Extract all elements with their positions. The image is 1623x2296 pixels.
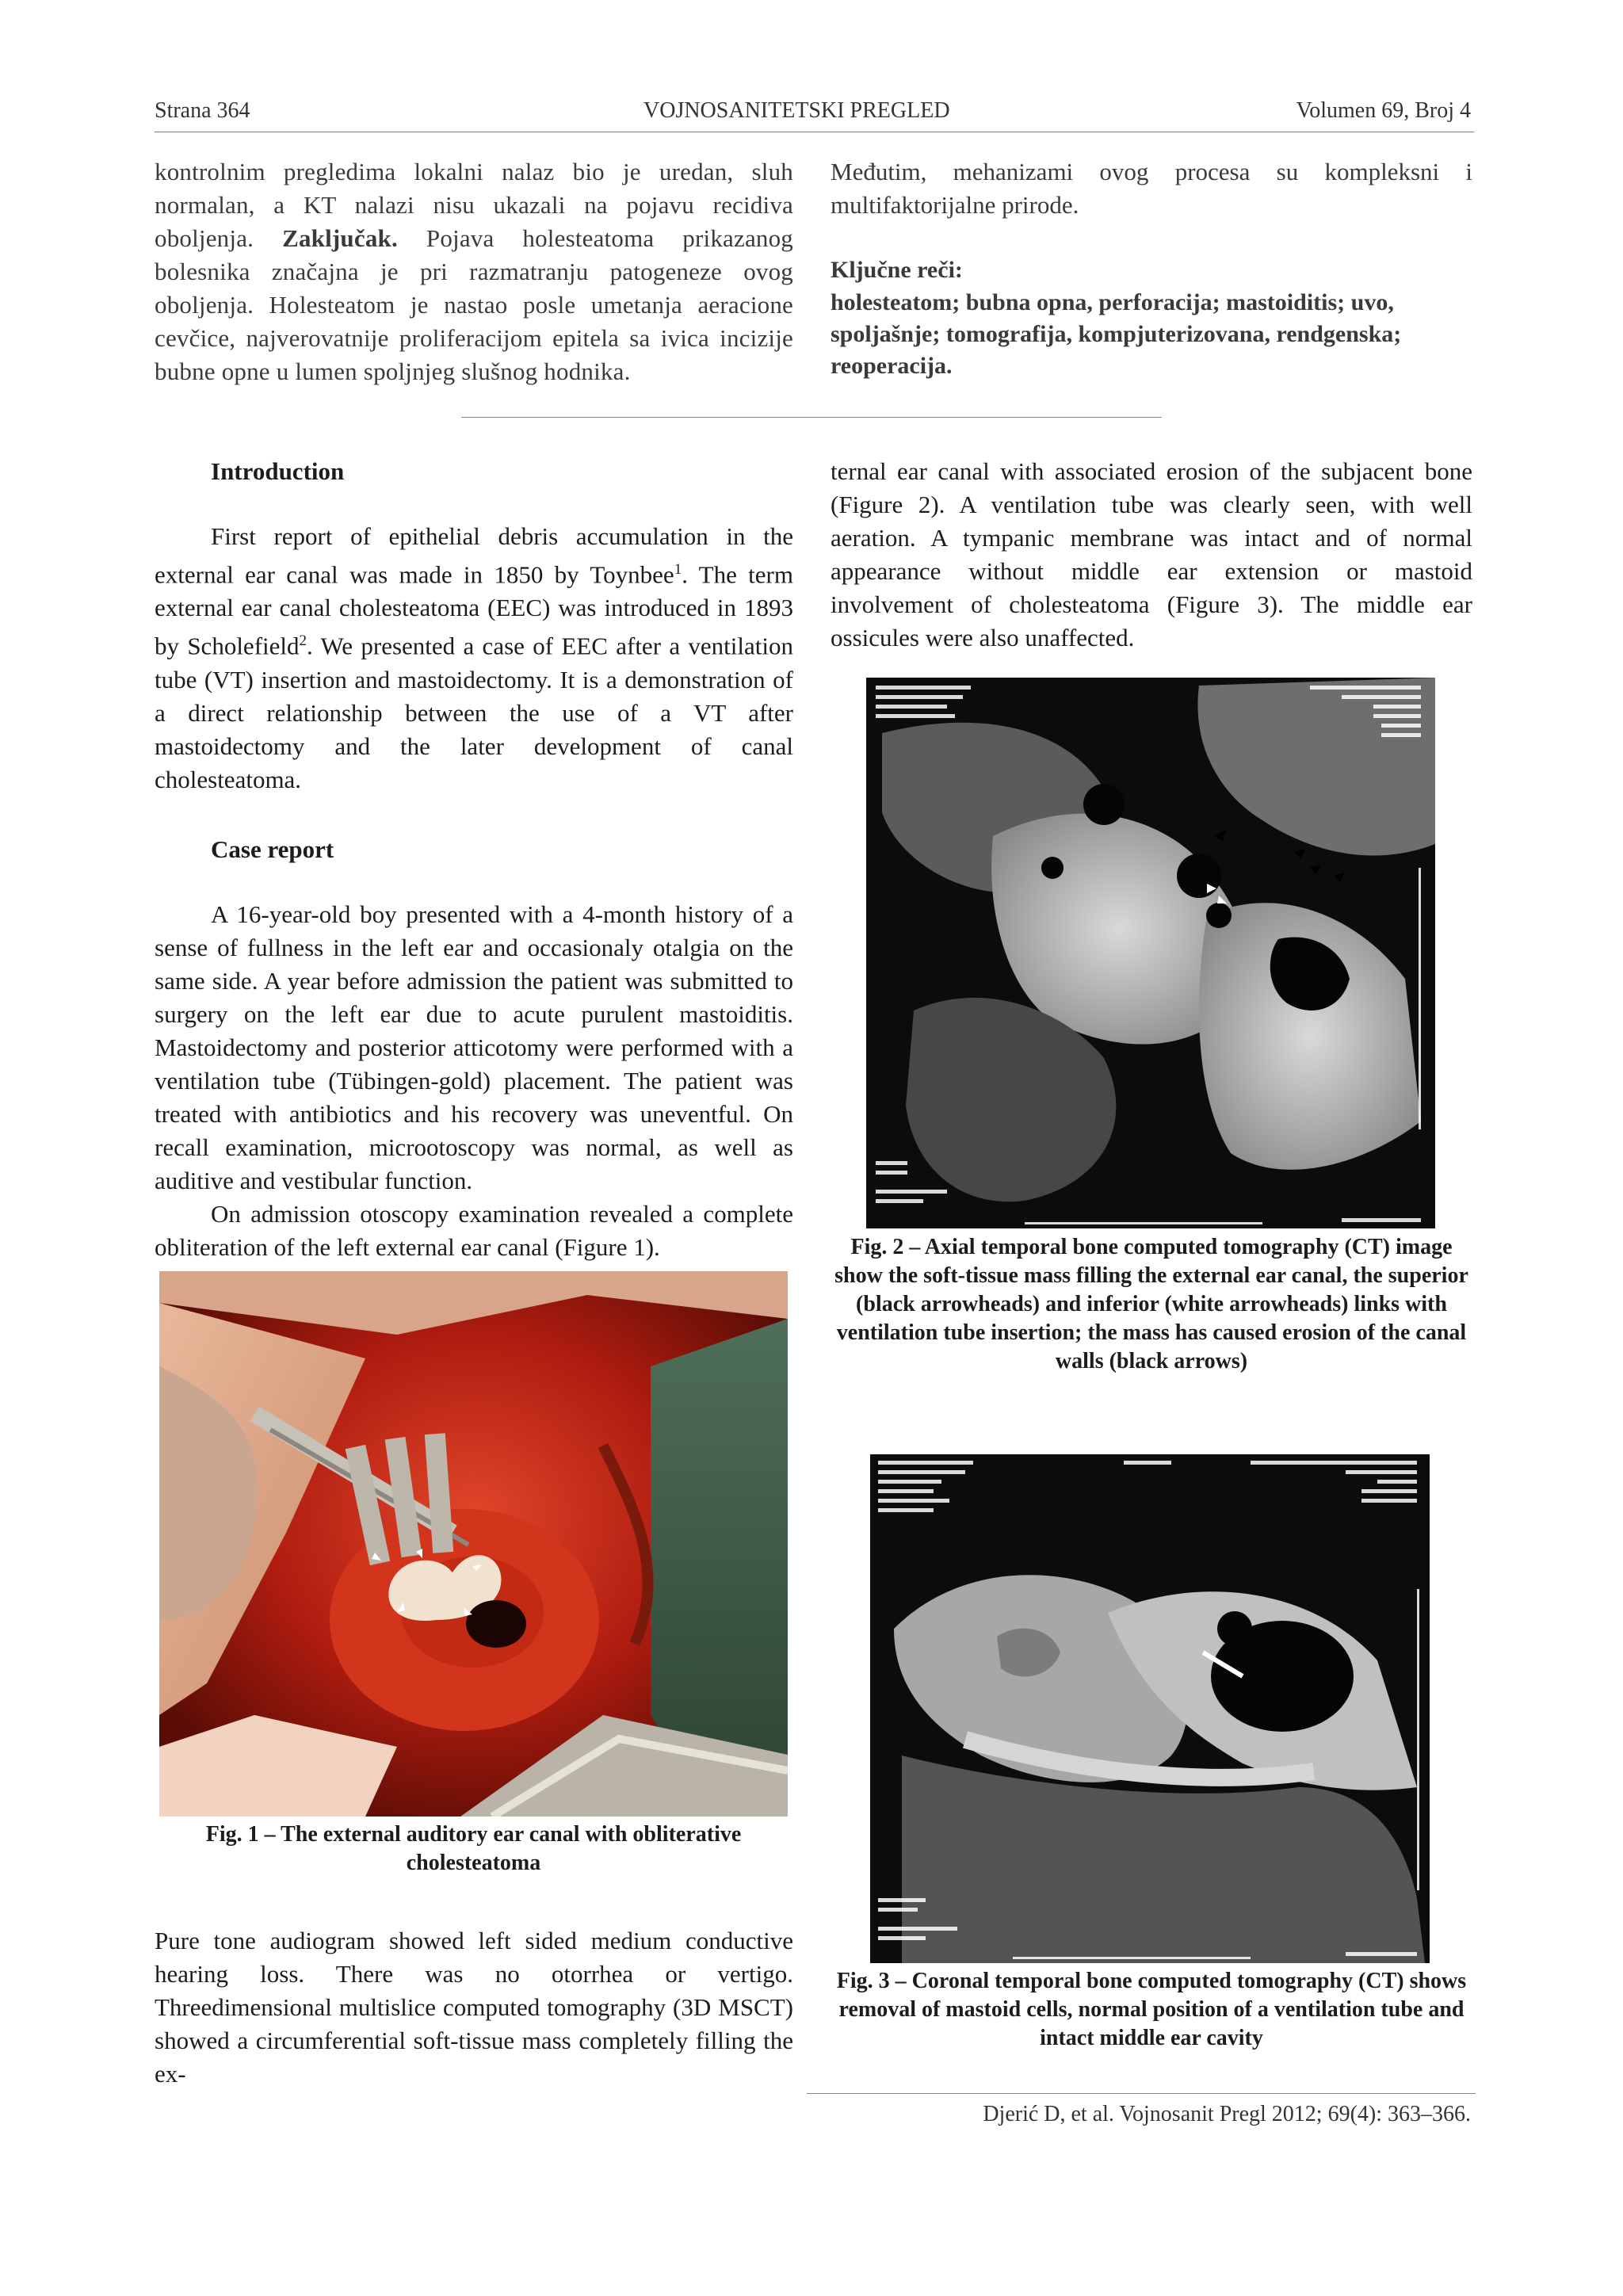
intro-text-c: . We presented a case of EEC after a ventilation tube (VT) insertion and mastoidectomy. It is a demonstration of a direct relationship between the use of a VT after mastoidectomy and the later development of canal cholesteatoma.	[155, 632, 793, 793]
main-left-column	[155, 455, 793, 1264]
summary-paragraph	[155, 155, 793, 388]
figure-2-caption: Fig. 2 – Axial temporal bone computed tomography (CT) image show the soft-tissue mass filling the external ear canal, the superior (black arrowheads) and inferior (white arrowheads) links with ventilation tube insertion; the mass has caused erosion of the canal walls (black arrows)	[834, 1235, 1468, 1373]
reference-1: 1	[674, 561, 682, 578]
journal-title-header: VOJNOSANITETSKI PREGLED	[643, 98, 950, 123]
section-divider	[461, 417, 1162, 418]
figure-2-ct-axial	[866, 678, 1435, 1228]
volume-header: Volumen 69, Broj 4	[1296, 98, 1471, 123]
figure-1-caption: Fig. 1 – The external auditory ear canal with obliterative cholesteatoma	[205, 1822, 742, 1875]
case-report-heading: Case report	[211, 835, 334, 863]
page-number-header: Strana 364	[155, 98, 250, 123]
summary-right-paragraph: Međutim, mehanizami ovog procesa su kompleksni i multifaktorijalne prirode.	[831, 158, 1472, 219]
figure-3-caption: Fig. 3 – Coronal temporal bone computed tomography (CT) shows removal of mastoid cells, normal position of a ventilation tube and intact middle ear cavity	[836, 1969, 1467, 2050]
case-report-continued	[155, 1924, 793, 2091]
summary-right-column	[831, 155, 1472, 382]
citation-footer: Djerić D, et al. Vojnosanit Pregl 2012; 69(4): 363–366.	[983, 2102, 1471, 2126]
introduction-heading: Introduction	[211, 457, 345, 485]
summary-text-a: kontrolnim pregledima lokalni nalaz bio je uredan, sluh normalan, a KT nalazi nisu ukazali na pojavu recidiva oboljenja.	[155, 158, 793, 252]
intro-text-a: First report of epithelial debris accumulation in the external ear canal was made in 1850 by Toynbee	[155, 522, 793, 589]
summary-left-column	[155, 155, 793, 388]
introduction-paragraph	[155, 520, 793, 797]
figure-3-ct-coronal	[870, 1454, 1430, 1963]
reference-2: 2	[299, 632, 307, 650]
intro-text-b: . The term external ear canal cholesteatoma (EEC) was introduced in 1893 by Scholefield	[155, 560, 793, 660]
case-report-paragraph-1: A 16-year-old boy presented with a 4-month history of a sense of fullness in the left ear and occasionaly otalgia on the same side. A year before admission the patient was submitted to surgery on the left ear due to acute purulent mastoiditis. Mastoidectomy and posterior atticotomy were performed with a ventilation tube (Tübingen-gold) placement. The patient was treated with antibiotics and his recovery was uneventful. On recall examination, microotoscopy was normal, as well as auditive and vestibular function.	[155, 900, 793, 1194]
case-report-right-paragraph: ternal ear canal with associated erosion of the subjacent bone (Figure 2). A ventilation tube was clearly seen, with well aeration. A tympanic membrane was intact and of normal appearance without middle ear extension or mastoid involvement of cholesteatoma (Figure 3). The middle ear ossicules were also unaffected.	[831, 457, 1472, 651]
summary-text-b: Pojava holesteatoma prikazanog bolesnika značajna je pri razmatranju patogeneze ovog oboljenja. Holesteatom je nastao posle umetanja aeracione cevčice, najverovatnije proliferacijom epitela sa ivica incizije bubne opne u lumen spoljnjeg slušnog hodnika.	[155, 224, 794, 385]
figure-1-photo	[159, 1271, 788, 1817]
keywords-list: holesteatom; bubna opna, perforacija; mastoiditis; uvo, spoljašnje; tomografija, kompjuterizovana, rendgenska; reoperacija.	[831, 289, 1402, 379]
case-report-paragraph-2: On admission otoscopy examination revealed a complete obliteration of the left external ear canal (Figure 1).	[155, 1199, 793, 1261]
summary-conclusion-label: Zaključak.	[282, 224, 398, 252]
main-right-column	[831, 455, 1472, 655]
footer-divider	[807, 2093, 1476, 2094]
case-report-paragraph-3: Pure tone audiogram showed left sided medium conductive hearing loss. There was no otorrhea or vertigo. Threedimensional multislice computed tomography (3D MSCT) showed a circumferential soft-tissue mass completely filling the ex-	[155, 1927, 793, 2088]
keywords-label: Ključne reči:	[831, 257, 963, 283]
